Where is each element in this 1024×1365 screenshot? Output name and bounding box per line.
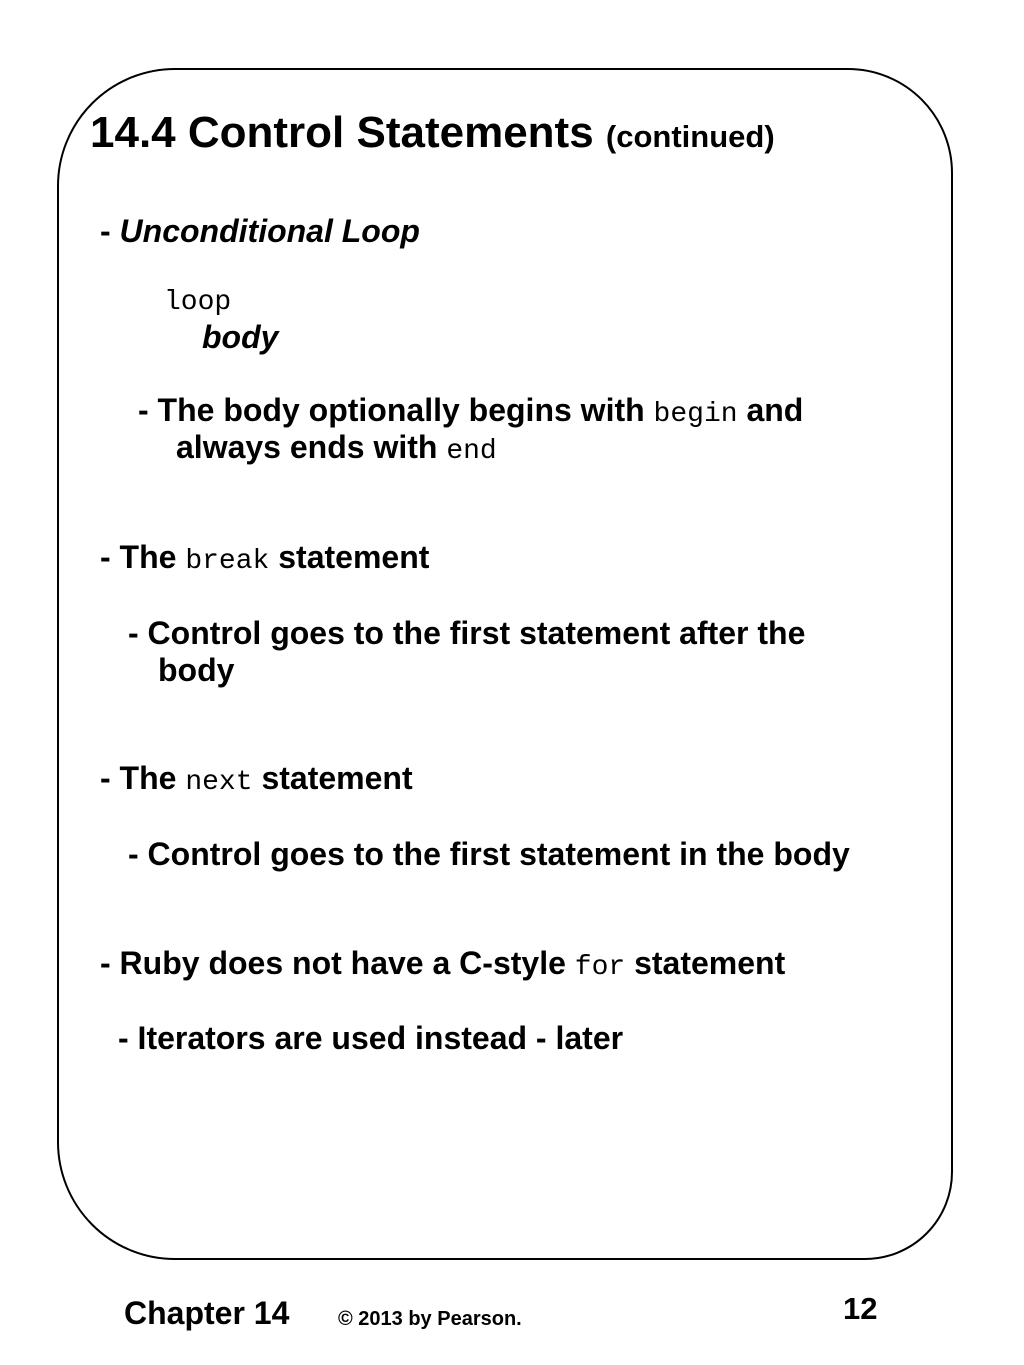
body-placeholder-text: body	[202, 319, 279, 355]
unconditional-dash: -	[100, 213, 120, 249]
for-keyword: for	[574, 952, 626, 983]
next-keyword: next	[185, 767, 253, 798]
break-keyword: break	[185, 546, 270, 577]
loop-keyword: loop	[164, 287, 232, 318]
always-ends-pre: always ends with	[176, 429, 447, 465]
next-description: - Control goes to the first statement in the body	[128, 836, 850, 872]
break-description-line-1: - Control goes to the first statement after the	[128, 615, 806, 651]
unconditional-label: Unconditional Loop	[119, 213, 420, 249]
body-begin-pre: - The body optionally begins with	[138, 392, 654, 428]
page-number: 12	[843, 1291, 878, 1326]
footer-copyright: © 2013 by Pearson.	[338, 1308, 522, 1330]
break-pre: - The	[100, 539, 186, 575]
ruby-for-line	[100, 944, 785, 987]
end-keyword: end	[446, 436, 497, 467]
footer-chapter: Chapter 14	[124, 1295, 290, 1331]
break-description-line-2: body	[158, 652, 235, 688]
ruby-pre: - Ruby does not have a C-style	[100, 945, 575, 981]
next-post: statement	[252, 760, 413, 796]
always-ends-line	[176, 428, 497, 471]
body-begin-post: and	[737, 392, 804, 428]
body-placeholder	[202, 318, 278, 356]
break-post: statement	[269, 539, 430, 575]
iterators-line: - Iterators are used instead - later	[118, 1020, 624, 1056]
next-pre: - The	[100, 760, 186, 796]
begin-keyword: begin	[653, 399, 738, 430]
slide-title	[90, 108, 775, 162]
next-statement-heading	[100, 759, 413, 802]
unconditional-loop-heading	[100, 212, 420, 250]
title-suffix: (continued)	[605, 119, 775, 154]
break-statement-heading	[100, 538, 429, 581]
ruby-post: statement	[625, 945, 786, 981]
title-main: 14.4 Control Statements	[90, 108, 594, 157]
